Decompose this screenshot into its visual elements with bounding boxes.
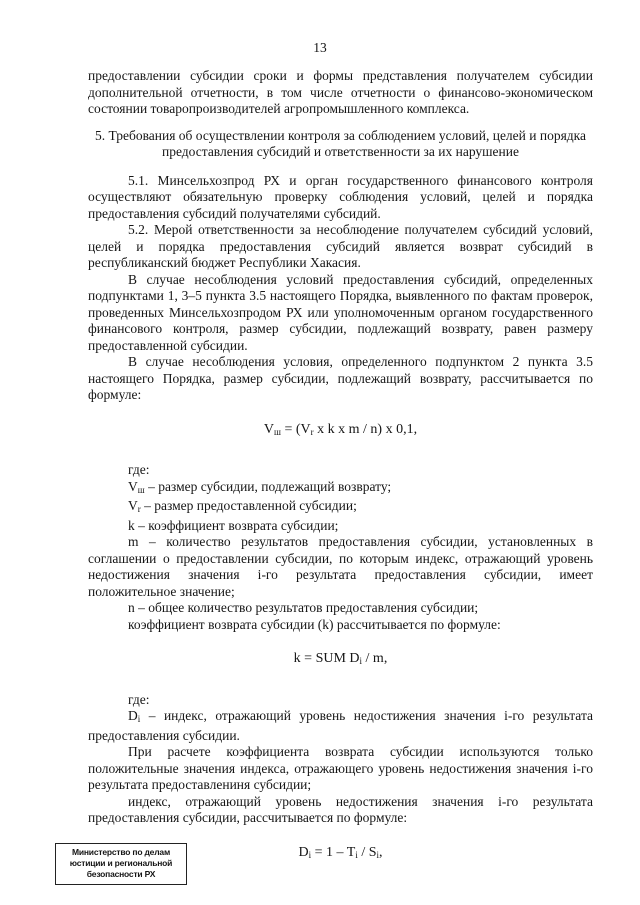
stamp-line-1: Министерство по делам — [71, 847, 171, 857]
paragraph-5-2: 5.2. Мерой ответственности за несоблюдение получателем субсидий условий, целей и порядка предоставления субсидий является возврат субсидий в республиканский бюджет Республики Хакасия. — [88, 222, 593, 270]
stamp-line-2: юстиции и региональной — [69, 858, 173, 868]
paragraph-index: индекс, отражающий уровень недостижения значения i-го результата предоставления субсидии, рассчитывается по формуле: — [88, 793, 593, 825]
definition-di: $D_i$ – индекс, отражающий уровень недостижения значения i-го результата предоставления субсидии. — [88, 708, 593, 743]
definition-vr: $V_r$ – размер предоставленной субсидии; — [128, 498, 357, 514]
where-label: где: — [128, 462, 150, 477]
definition-m: m – количество результатов предоставления субсидии, установленных в соглашении о предоставлении субсидии, по которым индекс, отражающий уровень недостижения значения i-го результата предоставления субсидии, имеет положительное значение; — [88, 534, 593, 599]
formula-return-amount: $V_ш = (V_r$ x k x m / n) x 0,1, — [263, 421, 418, 437]
paragraph-violation-full: В случае несоблюдения условий предоставления субсидий, определенных подпунктами 1, 3–5 пункта 3.5 настоящего Порядка, выявленного по фактам проверок, проведенных Минсельхозпродом РХ или уполномоченным органом государственного финансового контроля, размер субсидии, подлежащий возврату, равен размеру предоставленной субсидии. — [88, 271, 593, 353]
definition-vw: $V_ш$ – размер субсидии, подлежащий возврату; — [128, 478, 392, 495]
paragraph-violation-formula: В случае несоблюдения условия, определенного подпунктом 2 пункта 3.5 настоящего Порядка, размер субсидии, подлежащий возврату, рассчитывается по формуле: — [88, 354, 593, 402]
paragraph-5-1: 5.1. Минсельхозпрод РХ и орган государственного финансового контроля осуществляют обязательную проверку соблюдения условий, целей и порядка предоставления субсидий получателями субсидий. — [88, 172, 593, 221]
document-body — [88, 68, 593, 863]
paragraph-calc: При расчете коэффициента возврата субсидии используются только положительные значения индекса, отражающего уровень недостижения значения i-го результата предоставлениня субсидии; — [88, 744, 593, 792]
definition-k: k – коэффициент возврата субсидии; — [128, 517, 339, 533]
formula-k-coefficient: k = SUM $D_i$ / m, — [293, 651, 388, 666]
paragraph-continuation: предоставлении субсидии сроки и формы представления получателем субсидии дополнительной отчетности, в том числе отчетности о финансово-экономическом состоянии товаропроизводителей агропромышленного комплекса. — [88, 68, 593, 116]
section-heading: 5. Требования об осуществлении контроля за соблюдением условий, целей и порядка предоставления субсидий и ответственности за их нарушение — [94, 127, 587, 159]
page-number: 13 — [313, 40, 327, 55]
formula-di-index: $D_i = 1 - T_i / S_i$, — [298, 844, 383, 860]
registration-stamp — [55, 843, 187, 885]
stamp-line-3: безопасности РХ — [86, 869, 156, 879]
definition-n: n – общее количество результатов предоставления субсидии; — [128, 600, 479, 615]
where-label-2: где: — [128, 691, 150, 707]
k-formula-intro: коэффициент возврата субсидии (k) рассчитывается по формуле: — [128, 616, 501, 632]
